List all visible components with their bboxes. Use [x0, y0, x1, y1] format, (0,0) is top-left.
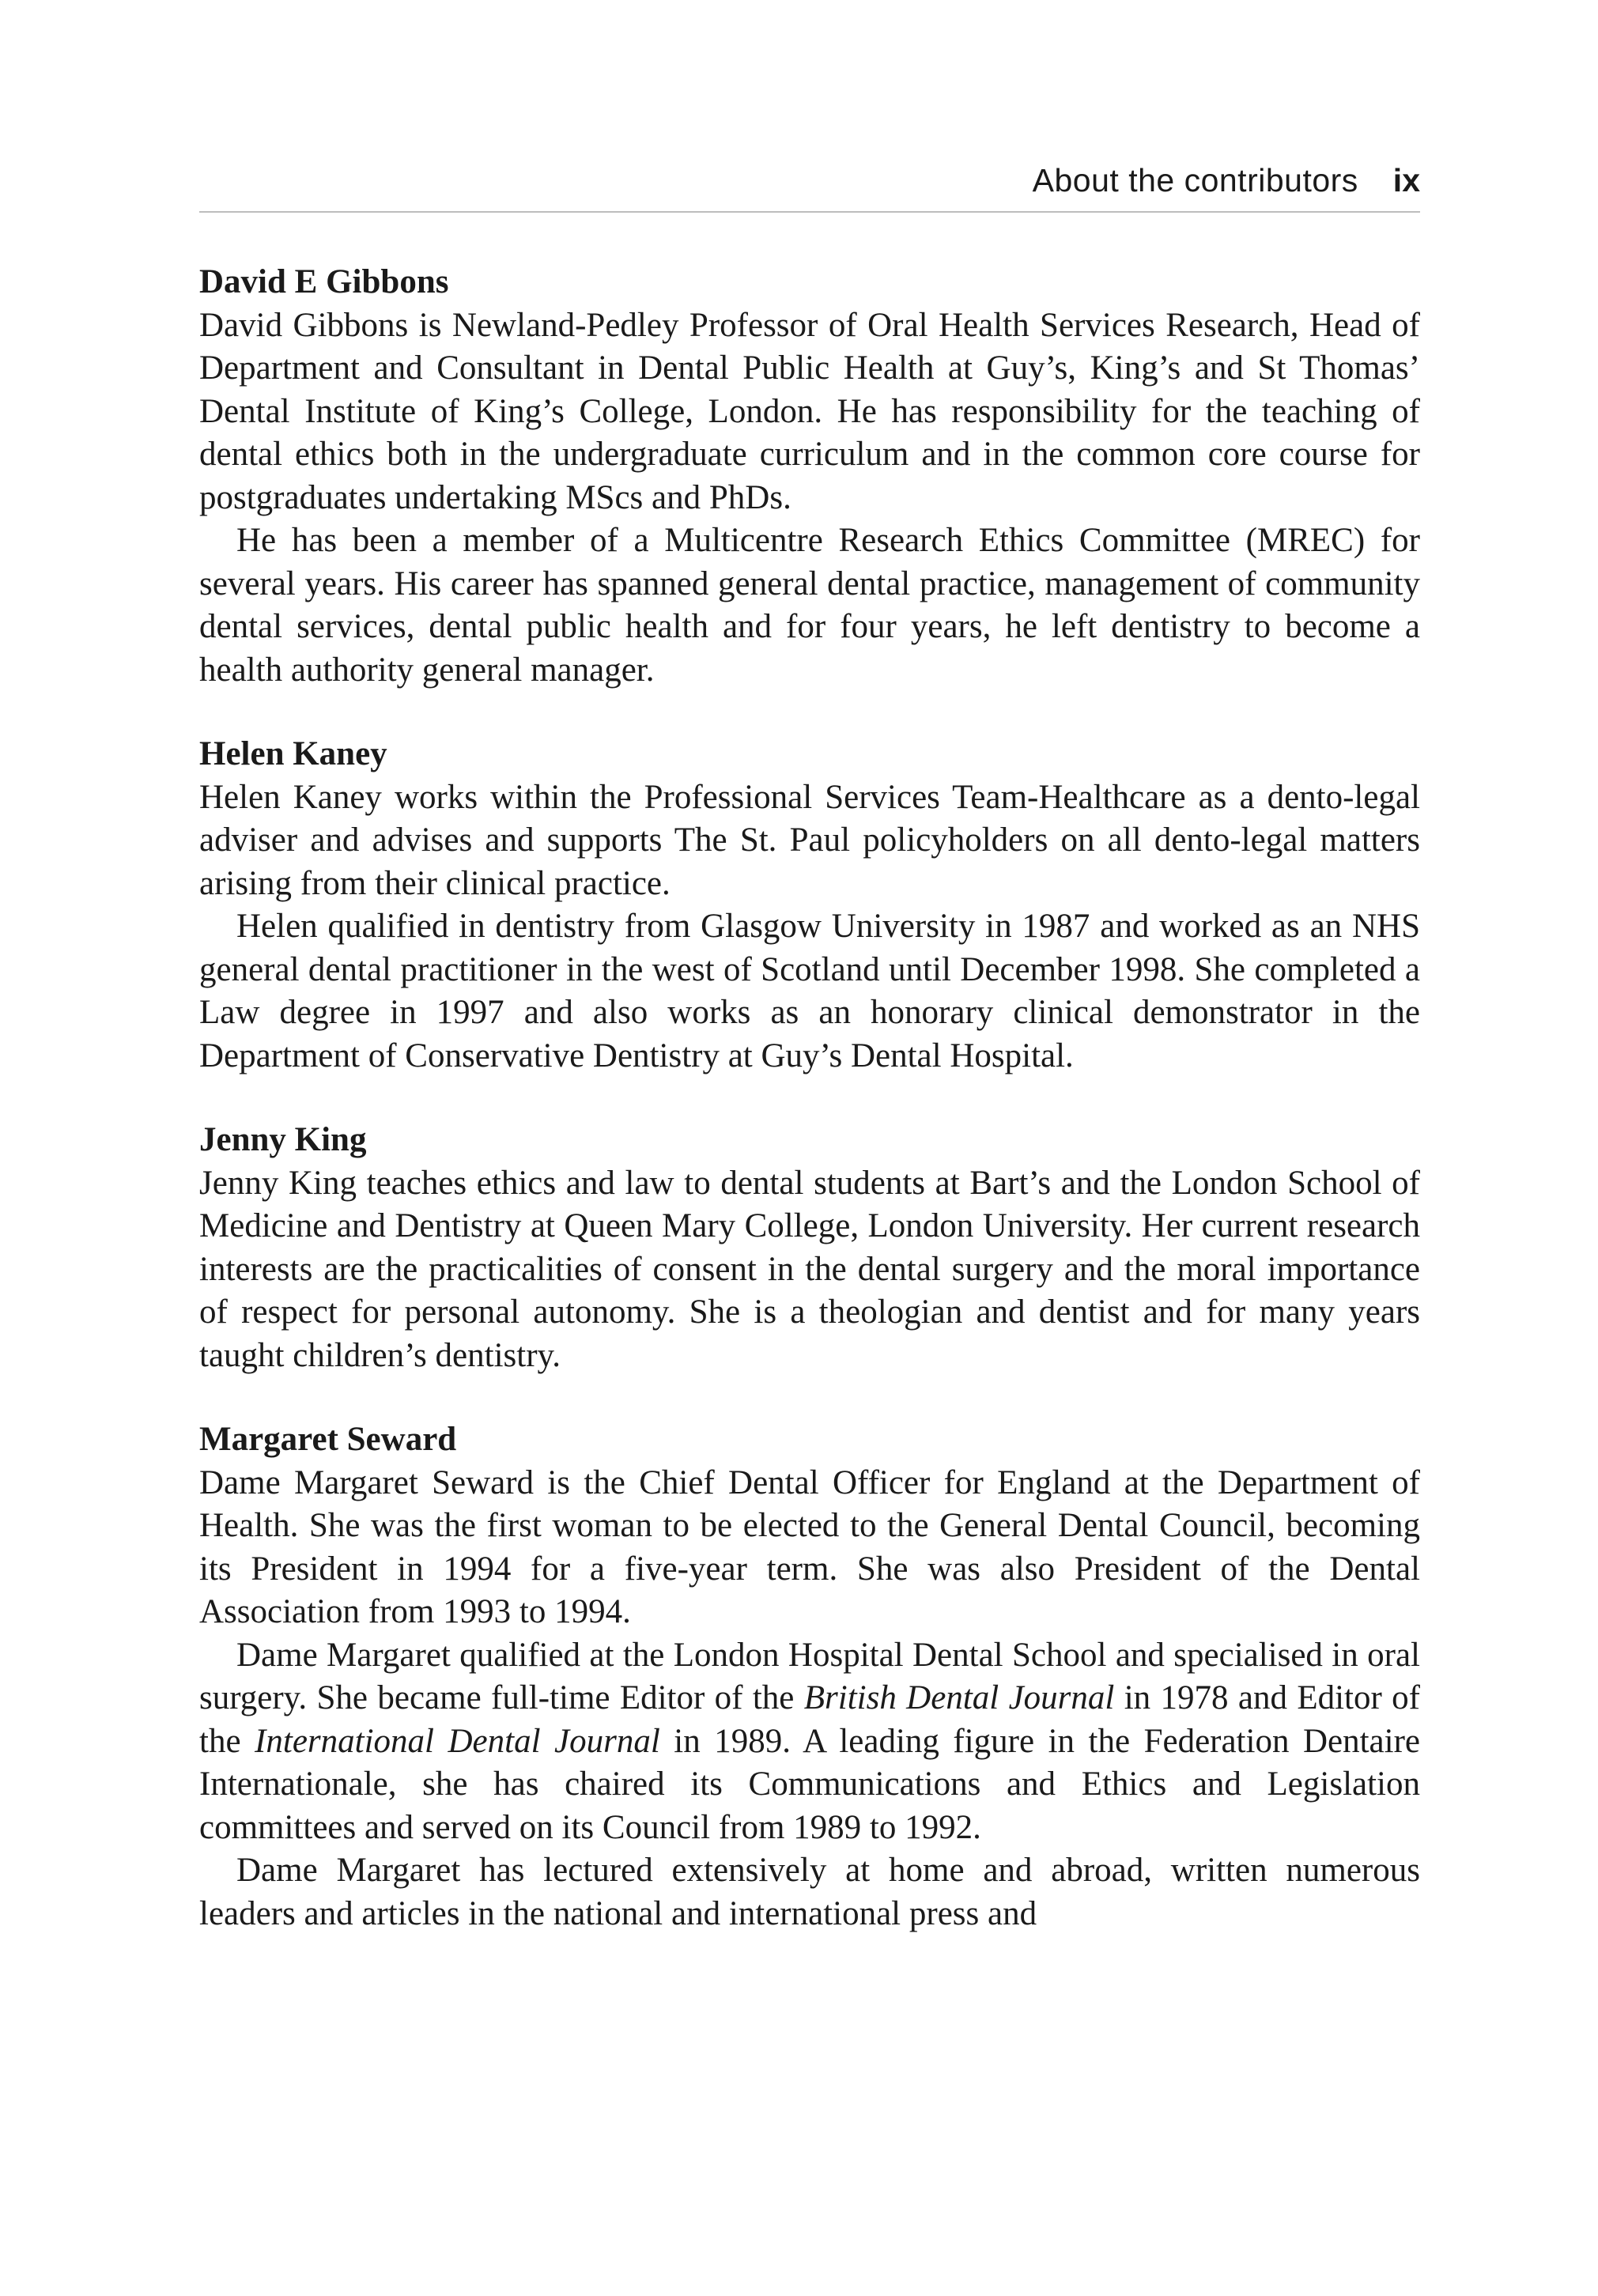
contributor-name: David E Gibbons: [199, 263, 449, 300]
bio-paragraph: David Gibbons is Newland-Pedley Professor of Oral Health Services Research, Head of Department and Consultant in Dental Public Health at Guy’s, King’s and St Thomas’ Dental Institute of King’s College, London. He has responsibility for the teaching of dental ethics both in the undergraduate curriculum and in the common core course for postgraduates undertaking MScs and PhDs.: [199, 306, 1420, 516]
header-rule: [199, 211, 1420, 213]
contributor-name: Helen Kaney: [199, 735, 387, 772]
bio-paragraph: He has been a member of a Multicentre Research Ethics Committee (MREC) for several years. His career has spanned general dental practice, management of community dental services, dental public health and for four years, he left dentistry to become a health authority general manager.: [199, 522, 1420, 689]
bio-text: in 1989. A leading figure in the Federation Dentaire Internationale, she has chaired its Communications and Ethics and Legislation committees and served on its Council from 1989 to 1992.: [199, 1722, 1420, 1846]
bio-paragraph: [199, 1634, 1420, 1850]
bio-paragraph: Dame Margaret Seward is the Chief Dental Officer for England at the Department of Health. She was the first woman to be elected to the General Dental Council, becoming its President in 1994 for a five-year term. She was also President of the Dental Association from 1993 to 1994.: [199, 1463, 1420, 1630]
contributor-list: [199, 261, 1420, 1977]
bio-paragraph: Helen Kaney works within the Professional Services Team-Healthcare as a dento-legal adviser and advises and supports The St. Paul policyholders on all dento-legal matters arising from their clinical practice.: [199, 778, 1420, 902]
running-title: About the contributors: [1032, 162, 1358, 198]
bio-paragraph: Jenny King teaches ethics and law to dental students at Bart’s and the London School of Medicine and Dentistry at Queen Mary College, London University. Her current research interests are the practicalities of consent in the dental surgery and the moral importance of respect for personal autonomy. She is a theologian and dentist and for many years taught children’s dentistry.: [199, 1164, 1420, 1374]
contributor-entry-seward: [199, 1418, 1420, 1935]
bio-text: in 1978 and Editor of the: [199, 1679, 1420, 1760]
contributor-entry-kaney: [199, 733, 1420, 1078]
contributor-name: Margaret Seward: [199, 1421, 457, 1458]
contributor-entry-king: [199, 1119, 1420, 1377]
journal-title: International Dental Journal: [255, 1722, 660, 1760]
bio-paragraph: Dame Margaret has lectured extensively at home and abroad, written numerous leaders and articles in the national and international press and: [199, 1852, 1420, 1932]
page-number: ix: [1392, 162, 1420, 198]
running-head: [1033, 158, 1420, 202]
contributor-name: Jenny King: [199, 1121, 367, 1158]
contributor-entry-gibbons: [199, 261, 1420, 692]
bio-paragraph: Helen qualified in dentistry from Glasgow University in 1987 and worked as an NHS general dental practitioner in the west of Scotland until December 1998. She completed a Law degree in 1997 and also works as an honorary clinical demonstrator in the Department of Conservative Dentistry at Guy’s Dental Hospital.: [199, 908, 1420, 1074]
journal-title: British Dental Journal: [803, 1679, 1115, 1716]
bio-text: Dame Margaret qualified at the London Hospital Dental School and specialised in oral surgery. She became full-time Editor of the: [199, 1636, 1420, 1716]
